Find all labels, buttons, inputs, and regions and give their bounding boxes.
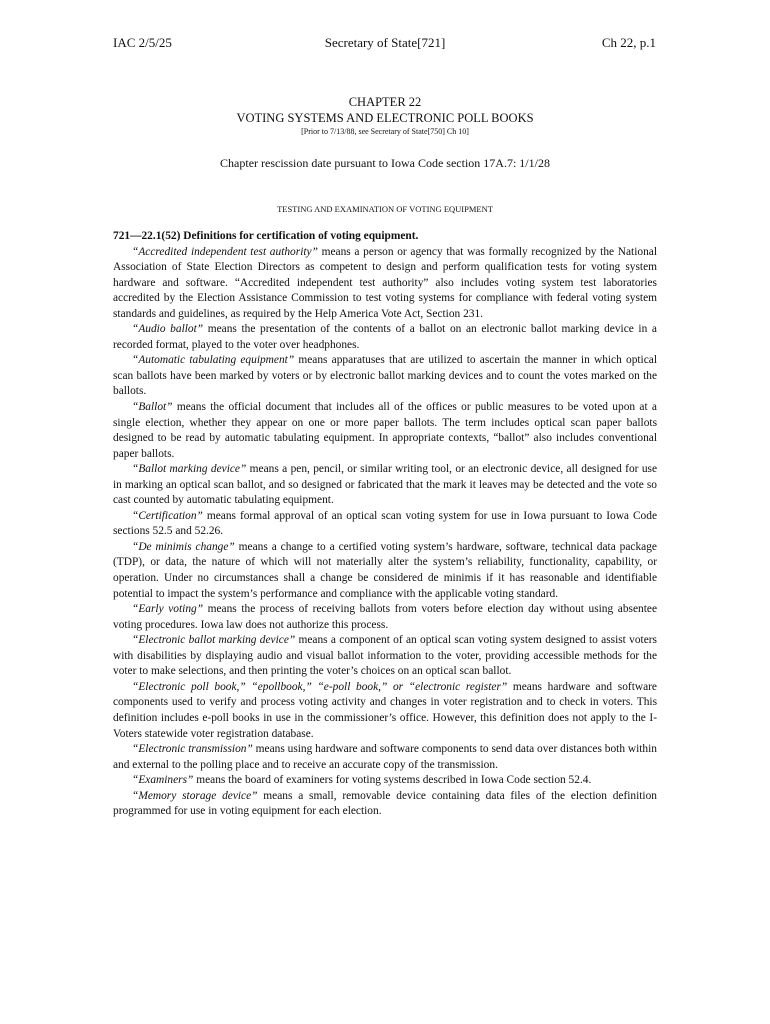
definitions-list <box>113 245 657 820</box>
definition-text: means the process of receiving ballots from voters before election day without using absentee voting procedures. Iowa law does not authorize this process. <box>113 603 658 631</box>
definition-text: means a small, removable device containing data files of the election definition programmed for use in voting equipment for each election. <box>113 789 657 818</box>
definition-text: means a change to a certified voting system’s hardware, software, technical data package (TDP), or data, the nature of which will not materially alter the system’s reliability, functionality, capability, or operation. Under no circumstances shall a change be considered de minimis if it has reasonable and identifiable potential to impact the system’s performance and compliance with the applicable voting standard. <box>113 540 657 600</box>
definition-paragraph <box>113 540 657 602</box>
definition-paragraph <box>113 509 657 540</box>
definition-paragraph <box>113 353 657 400</box>
definition-paragraph <box>113 245 657 323</box>
definition-term: “Automatic tabulating equipment” <box>132 354 295 367</box>
chapter-title: VOTING SYSTEMS AND ELECTRONIC POLL BOOKS <box>236 111 534 125</box>
definition-term: “Audio ballot” <box>132 323 204 336</box>
definition-term: “Certification” <box>132 509 203 522</box>
definition-text: means a component of an optical scan voting system designed to assist voters with disabilities by displaying audio and visual ballot information to the voter, providing accessible methods for the voter to make selections, and then printing the voter’s choices on an optical scan ballot. <box>113 634 657 678</box>
definition-text: means formal approval of an optical scan voting system for use in Iowa pursuant to Iowa Code sections 52.5 and 52.26. <box>113 509 657 538</box>
definition-term: “Ballot” <box>132 401 173 414</box>
definition-term: “Electronic transmission” <box>132 743 253 756</box>
header-page-ref: Ch 22, p.1 <box>601 35 656 50</box>
definition-text: means the presentation of the contents of a ballot on an electronic ballot marking device in a recorded format, played to the voter over headphones. <box>113 323 657 351</box>
header-agency: Secretary of State[721] <box>324 35 446 50</box>
definition-term: “Ballot marking device” <box>132 463 247 476</box>
definition-text: means hardware and software components used to verify and process voting activity and changes in voter registration and to check in voters. This definition includes e-poll books in use in the commissioner’s office. However, this definition does not apply to the I-Voters statewide voter registration database. <box>113 680 657 740</box>
definition-text: means a pen, pencil, or similar writing tool, or an electronic device, all designed for use in marking an optical scan ballot, and so designed or fabricated that the mark it leaves may be detected and the vote so cast counted by automatic tabulating equipment. <box>113 463 657 507</box>
definition-text: means apparatuses that are utilized to ascertain the manner in which optical scan ballots have been marked by voters or by electronic ballot marking devices and to count the votes marked on the ballots. <box>113 354 657 398</box>
definition-paragraph <box>113 400 657 462</box>
definition-paragraph <box>113 602 657 633</box>
definition-text: means the official document that includes all of the offices or public measures to be voted upon at a single election, whether they appear on one or more paper ballots. The term includes optical scan paper ballots designed to be read by automatic tabulating equipment. In appropriate contexts, “ballot” also includes conventional paper ballots. <box>113 401 657 460</box>
rule-body <box>113 229 657 820</box>
definition-term: “Examiners” <box>132 774 194 787</box>
definition-term: “Electronic ballot marking device” <box>132 634 296 647</box>
header-code-date: IAC 2/5/25 <box>113 35 172 50</box>
definition-term: “Electronic poll book,” “epollbook,” “e-poll book,” or “electronic register” <box>132 680 508 693</box>
definition-text: means a person or agency that was formally recognized by the National Association of State Election Directors as competent to design and perform qualification tests for voting system hardware and software. “Accredited independent test authority” also includes voting system test laboratories accredited by the Election Assistance Commission to test voting systems for compliance with federal voting system standards and guidelines, as required by the Help America Vote Act, Section 231. <box>113 245 658 320</box>
section-title: TESTING AND EXAMINATION OF VOTING EQUIPMENT <box>277 204 493 214</box>
definition-paragraph <box>113 789 657 820</box>
definition-paragraph <box>113 462 657 509</box>
definition-paragraph <box>113 680 657 742</box>
definition-text: means the board of examiners for voting systems described in Iowa Code section 52.4. <box>193 774 592 787</box>
definition-paragraph <box>113 322 657 353</box>
definition-term: “Accredited independent test authority” <box>132 245 318 258</box>
definition-text: means using hardware and software components to send data over distances both within and external to the polling place and to receive an accurate copy of the transmission. <box>113 743 657 771</box>
chapter-number: CHAPTER 22 <box>348 95 422 109</box>
definition-paragraph <box>113 773 657 789</box>
chapter-rescission-date: Chapter rescission date pursuant to Iowa Code section 17A.7: 1/1/28 <box>220 156 550 170</box>
rule-heading: 721—22.1(52) Definitions for certification of voting equipment. <box>113 230 419 242</box>
definition-term: “De minimis change” <box>132 540 235 553</box>
definition-paragraph <box>113 742 657 773</box>
definition-paragraph <box>113 633 657 680</box>
definition-term: “Early voting” <box>132 603 204 616</box>
definition-term: “Memory storage device” <box>132 789 258 802</box>
chapter-history-note: [Prior to 7/13/88, see Secretary of State[750] Ch 10] <box>301 127 469 136</box>
